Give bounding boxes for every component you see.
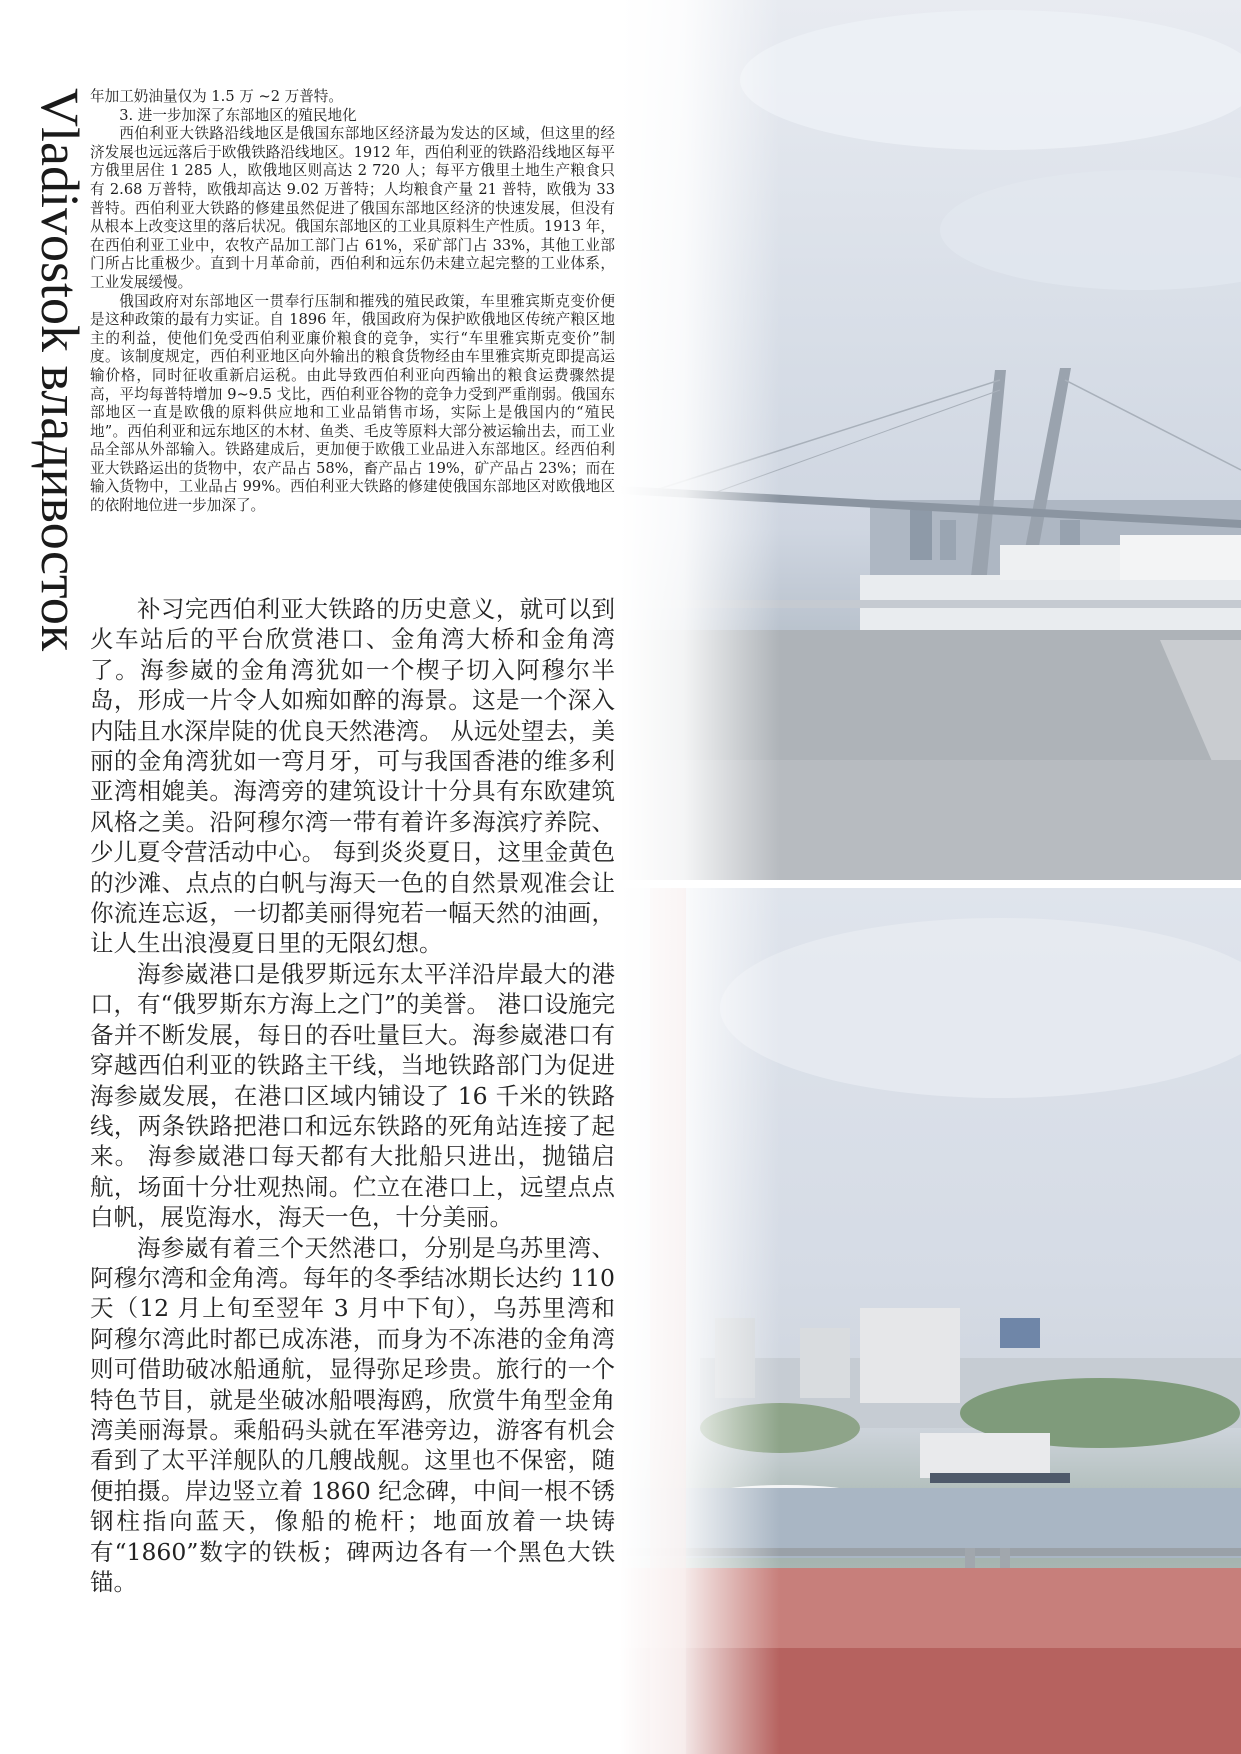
vertical-page-title [24, 88, 96, 808]
port-view-photo [620, 888, 1241, 1754]
vertical-title-text: Vladivostok владивосток [30, 88, 90, 652]
travel-paragraph: 海参崴有着三个天然港口，分别是乌苏里湾、阿穆尔湾和金角湾。每年的冬季结冰期长达约 110 天（12 月上旬至翌年 3 月中下旬），乌苏里湾和阿穆尔湾此时都已成冻港，而身为不冻港的金角湾则可借助破冰船通航，显得弥足珍贵。旅行的一个特色节目，就是坐破冰船喂海鸥，欣赏牛角型金角湾美丽海景。乘船码头就在军港旁边，游客有机会看到了太平洋舰队的几艘战舰。这里也不保密，随便拍摄。岸边竖立着 1860 纪念碑，中间一根不锈钢柱指向蓝天，像船的桅杆；地面放着一块铸有“1860”数字的铁板；碑两边各有一个黑色大铁锚。 [90, 1233, 615, 1596]
history-text-block [90, 88, 615, 516]
history-subheading: 3. 进一步加深了东部地区的殖民地化 [119, 106, 357, 124]
travel-text-block [90, 594, 615, 1597]
photo-fade-overlay [620, 0, 780, 880]
history-paragraph: 俄国政府对东部地区一贯奉行压制和摧残的殖民政策，车里雅宾斯克变价便是这种政策的最有力实证。自 1896 年，俄国政府为保护欧俄地区传统产粮区地主的利益，使他们免受西伯利亚廉价粮食的竞争，实行“车里雅宾斯克变价”制度。该制度规定，西伯利亚地区向外输出的粮食货物经由车里雅宾斯克即提高运输价格，同时征收重新启运税。由此导致西伯利亚向西输出的粮食运费骤然提高，平均每普特增加 9~9.5 戈比，西伯利亚谷物的竞争力受到严重削弱。俄国东部地区一直是欧俄的原料供应地和工业品销售市场，实际上是俄国内的“殖民地”。西伯利亚和远东地区的木材、鱼类、毛皮等原料大部分被运输出去，而工业品全部从外部输入。铁路建成后，更加便于欧俄工业品进入东部地区。经西伯利亚大铁路运出的货物中，农产品占 58%，畜产品占 19%，矿产品占 23%；而在输入货物中，工业品占 99%。西伯利亚大铁路的修建使俄国东部地区对欧俄地区的依附地位进一步加深了。 [90, 292, 615, 515]
history-paragraph: 西伯利亚大铁路沿线地区是俄国东部地区经济最为发达的区域，但这里的经济发展也远远落后于欧俄铁路沿线地区。1912 年，西伯利亚的铁路沿线地区每平方俄里居住 1 285 人，欧俄地区则高达 2 720 人；每平方俄里土地生产粮食只有 2.68 万普特，欧俄却高达 9.02 万普特；人均粮食产量 21 普特，欧俄为 33 普特。西伯利亚大铁路的修建虽然促进了俄国东部地区经济的快速发展，但没有从根本上改变这里的落后状况。俄国东部地区的工业具原料生产性质。1913 年，在西伯利亚工业中，农牧产品加工部门占 61%，采矿部门占 33%，其他工业部门所占比重极少。直到十月革命前，西伯利和远东仍未建立起完整的工业体系，工业发展缓慢。 [90, 125, 615, 291]
travel-paragraph: 海参崴港口是俄罗斯远东太平洋沿岸最大的港口，有“俄罗斯东方海上之门”的美誉。 港口设施完备并不断发展，每日的吞吐量巨大。海参崴港口有穿越西伯利亚的铁路主干线，当地铁路部门为促进海参崴发展，在港口区域内铺设了 16 千米的铁路线，两条铁路把港口和远东铁路的死角站连接了起来。 海参崴港口每天都有大批船只进出，抛锚启航，场面十分壮观热闹。伫立在港口上，远望点点白帆，展览海水，海天一色，十分美丽。 [90, 959, 615, 1232]
bridge-harbor-photo [620, 0, 1241, 880]
photo-fade-overlay [620, 888, 780, 1754]
photo-column [620, 0, 1241, 1754]
travel-paragraph: 补习完西伯利亚大铁路的历史意义，就可以到火车站后的平台欣赏港口、金角湾大桥和金角湾了。海参崴的金角湾犹如一个楔子切入阿穆尔半岛，形成一片令人如痴如醉的海景。这是一个深入内陆且水深岸陡的优良天然港湾。 从远处望去，美丽的金角湾犹如一弯月牙，可与我国香港的维多利亚湾相媲美。海湾旁的建筑设计十分具有东欧建筑风格之美。沿阿穆尔湾一带有着许多海滨疗养院、少儿夏令营活动中心。 每到炎炎夏日，这里金黄色的沙滩、点点的白帆与海天一色的自然景观准会让你流连忘返，一切都美丽得宛若一幅天然的油画，让人生出浪漫夏日里的无限幻想。 [90, 595, 615, 958]
history-paragraph: 年加工奶油量仅为 1.5 万 ~2 万普特。 [90, 88, 343, 105]
